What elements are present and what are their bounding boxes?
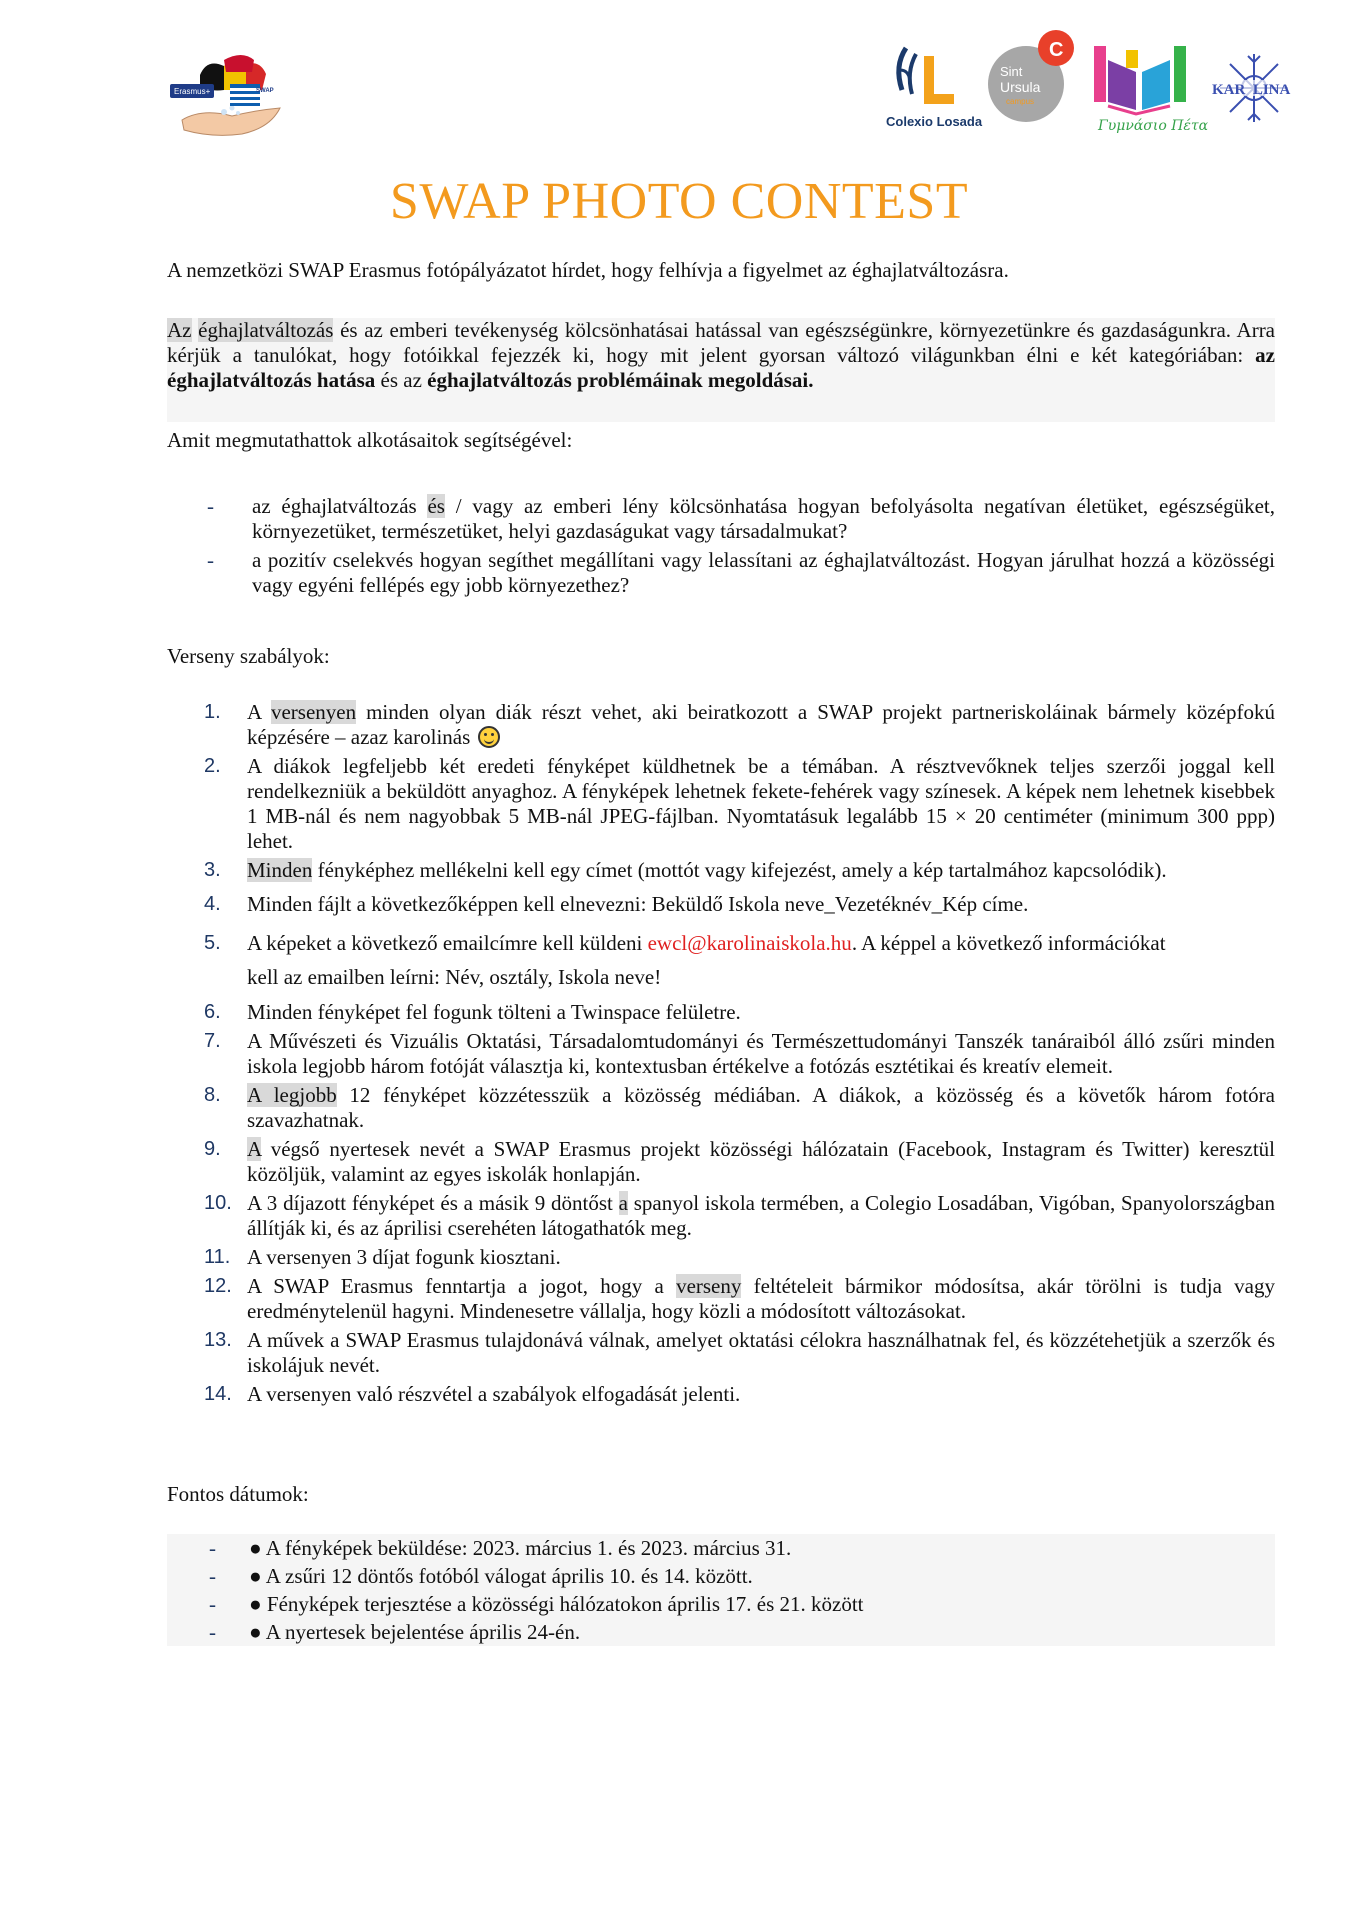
list-item [167, 548, 1275, 598]
rule-item [167, 1000, 1275, 1025]
rule-item [167, 892, 1275, 917]
rule-text: A képeket a következő emailcímre kell küldeni [247, 931, 648, 955]
svg-text:C: C [1049, 39, 1064, 61]
rule-number: 2. [204, 755, 221, 777]
rule-text: . A képpel a következő információkat [851, 931, 1166, 955]
rule-number: 7. [204, 1030, 221, 1052]
rule-item [167, 1083, 1275, 1133]
rule-number: 11. [204, 1246, 231, 1268]
karolina-text: KAR LINA [1212, 82, 1291, 98]
peta-text: Γυμνάσιο Πέτα [1098, 118, 1209, 134]
page-title: SWAP PHOTO CONTEST [389, 173, 969, 230]
list-item [167, 494, 1275, 544]
rule-number: 10. [204, 1192, 232, 1214]
dash-marker: - [209, 1564, 216, 1588]
rule-text: A versenyen 3 díjat fogunk kiosztani. [247, 1245, 561, 1269]
rule-number: 13. [204, 1329, 232, 1351]
category-1: az éghajlatváltozás hatása [167, 343, 1275, 392]
rule-item [167, 1382, 1275, 1407]
date-item [167, 1562, 1275, 1590]
rule-text: fényképhez mellékelni kell egy címet (mottót vagy kifejezést, amely a kép tartalmához kapcsolódik). [312, 858, 1167, 882]
item-text: a pozitív cselekvés hogyan segíthet megállítani vagy lelassítani az éghajlatváltozást. Hogyan járulhat hozzá a közösségi vagy egyéni fellépés egy jobb környezethez? [252, 548, 1275, 597]
rule-number: 14. [204, 1383, 232, 1405]
paragraph-text: és az emberi tevékenység kölcsönhatásai hatással van egészségünkre, környezetünkre és gazdaságunkra. Arra kérjük a tanulókat, hogy fotóikkal fejezzék ki, hogy mit jelent gyorsan változó világunkban élni e két kategóriában: [167, 318, 1276, 367]
rule-number: 12. [204, 1275, 232, 1297]
date-text: ● Fényképek terjesztése a közösségi hálózatokon április 17. és 21. között [249, 1592, 864, 1616]
rule-item [167, 858, 1275, 883]
dash-marker: - [209, 1592, 216, 1616]
highlight-word: éghajlatváltozás [198, 318, 334, 342]
category-2: éghajlatváltozás problémáinak megoldásai. [427, 368, 814, 392]
highlight-word: A legjobb [247, 1083, 337, 1107]
rule-text: A művek a SWAP Erasmus tulajdonává válnak, amelyet oktatási célokra használhatnak fel, és közzétehetjük a szerzők és iskolájuk nevét. [247, 1328, 1275, 1377]
rule-number: 1. [204, 701, 221, 723]
rule-text: feltételeit bármikor módosítsa, akár törölni is tudja vagy eredménytelenül hagyni. Mindenesetre vállalja, hogy közli a módosított változásokat. [247, 1274, 1275, 1323]
highlight-word: Az [167, 318, 192, 342]
email-link[interactable]: ewcl@karolinaiskola.hu [647, 931, 852, 955]
colexio-losada-logo [880, 40, 990, 132]
rules-heading: Verseny szabályok: [167, 644, 330, 668]
dash-marker: - [207, 494, 214, 518]
date-item [167, 1590, 1275, 1618]
swap-logo-text: SWAP [256, 88, 274, 94]
sint-text: Sint [1000, 64, 1023, 79]
dates-heading: Fontos dátumok: [167, 1482, 309, 1506]
dash-marker: - [207, 548, 214, 572]
rule-item [167, 1274, 1275, 1324]
rule-text: Minden fényképet fel fogunk tölteni a Twinspace felületre. [247, 1000, 741, 1024]
rule-text: A Művészeti és Vizuális Oktatási, Társadalomtudományi és Természettudományi Tanszék tanáraiból álló zsűri minden iskola legjobb három fotóját választja ki, kontextusban értékelve a fotózás esztétikai és kreatív elemeit. [247, 1029, 1275, 1078]
intro-paragraph: A nemzetközi SWAP Erasmus fotópályázatot hírdet, hogy felhívja a figyelmet az éghajlatváltozásra. [167, 258, 1009, 282]
highlight-word: A [247, 1137, 262, 1161]
date-item [167, 1534, 1275, 1562]
highlight-word: Minden [247, 858, 313, 882]
item-text: / vagy az emberi lény kölcsönhatása hogyan befolyásolta negatívan életüket, egészségüket, környezetüket, természetüket, helyi gazdaságukat vagy társadalmukat? [252, 494, 1275, 543]
rule-text: minden olyan diák részt vehet, aki beiratkozott a SWAP projekt partneriskoláinak bármely középfokú képzésére – azaz karolinás [247, 700, 1275, 749]
smiley-icon [478, 726, 500, 748]
rule-number: 4. [204, 893, 221, 915]
ursula-text: Ursula [1000, 79, 1041, 95]
climate-paragraph [167, 318, 1275, 422]
rules-list [167, 700, 1275, 1407]
swap-erasmus-logo [162, 50, 292, 140]
rule-text: kell az emailben leírni: Név, osztály, Iskola neve! [247, 965, 662, 989]
rule-text: A SWAP Erasmus fenntartja a jogot, hogy a [247, 1274, 677, 1298]
rule-text: végső nyertesek nevét a SWAP Erasmus projekt közösségi hálózatain (Facebook, Instagram és Twitter) keresztül közöljük, valamint az egyes iskolák honlapján. [247, 1137, 1275, 1186]
dash-marker: - [209, 1536, 216, 1560]
rule-item [167, 1328, 1275, 1378]
date-text: ● A zsűri 12 döntős fotóból válogat április 10. és 14. között. [249, 1564, 753, 1588]
rule-text: A diákok legfeljebb két eredeti fényképet küldhetnek be a témában. A résztvevőknek teljes szerzői joggal kell rendelkezniük a beküldött anyaghoz. A fényképek lehetnek fekete-fehérek vagy színesek. A képek nem lehetnek kisebbek 1 MB-nál és nem nagyobbak 5 MB-nál JPEG-fájlban. Nyomtatásuk legalább 15 × 20 centiméter (minimum 300 ppp) lehet. [247, 754, 1275, 853]
rule-item [167, 1029, 1275, 1079]
rule-text: A 3 díjazott fényképet és a másik 9 döntőst [247, 1191, 619, 1215]
rule-number: 8. [204, 1084, 221, 1106]
rule-item [167, 926, 1275, 994]
karolina-logo [1204, 52, 1304, 124]
colexio-losada-text: Colexio Losada [886, 114, 983, 129]
erasmus-logo-text: Erasmus+ [174, 87, 211, 96]
highlight-word: a [618, 1191, 628, 1215]
rule-number: 3. [204, 859, 221, 881]
date-item [167, 1618, 1275, 1646]
rule-item [167, 754, 1275, 854]
rule-item [167, 1245, 1275, 1270]
date-text: ● A fényképek beküldése: 2023. március 1. és 2023. március 31. [249, 1536, 792, 1560]
rule-number: 6. [204, 1001, 221, 1023]
rule-item [167, 700, 1275, 750]
paragraph-text: és az [375, 368, 428, 392]
rule-text: A versenyen való részvétel a szabályok elfogadását jelenti. [247, 1382, 741, 1406]
gymnasio-peta-logo [1086, 40, 1209, 134]
highlight-word: és [427, 494, 445, 518]
rule-item [167, 1137, 1275, 1187]
dates-list [167, 1534, 1275, 1646]
campus-text: campus [1006, 97, 1035, 106]
rule-number: 9. [204, 1138, 221, 1160]
rule-text: A [247, 700, 271, 724]
rule-text: 12 fényképet közzétesszük a közösség médiában. A diákok, a közösség és a követők három fotóra szavazhatnak. [247, 1083, 1275, 1132]
dash-marker: - [209, 1620, 216, 1644]
rule-text: spanyol iskola termében, a Colegio Losadában, Vigóban, Spanyolországban állítják ki, és az áprilisi cserehéten látogathatók meg. [247, 1191, 1275, 1240]
highlight-word: versenyen [270, 700, 357, 724]
show-heading: Amit megmutathattok alkotásaitok segítségével: [167, 428, 573, 452]
date-text: ● A nyertesek bejelentése április 24-én. [249, 1620, 581, 1644]
item-text: az éghajlatváltozás [252, 494, 428, 518]
highlight-word: verseny [676, 1274, 742, 1298]
sint-ursula-logo [982, 26, 1080, 126]
rule-number: 5. [204, 932, 221, 954]
rule-item [167, 1191, 1275, 1241]
question-list [167, 494, 1275, 598]
rule-text: Minden fájlt a következőképpen kell elnevezni: Beküldő Iskola neve_Vezetéknév_Kép címe. [247, 892, 1029, 916]
